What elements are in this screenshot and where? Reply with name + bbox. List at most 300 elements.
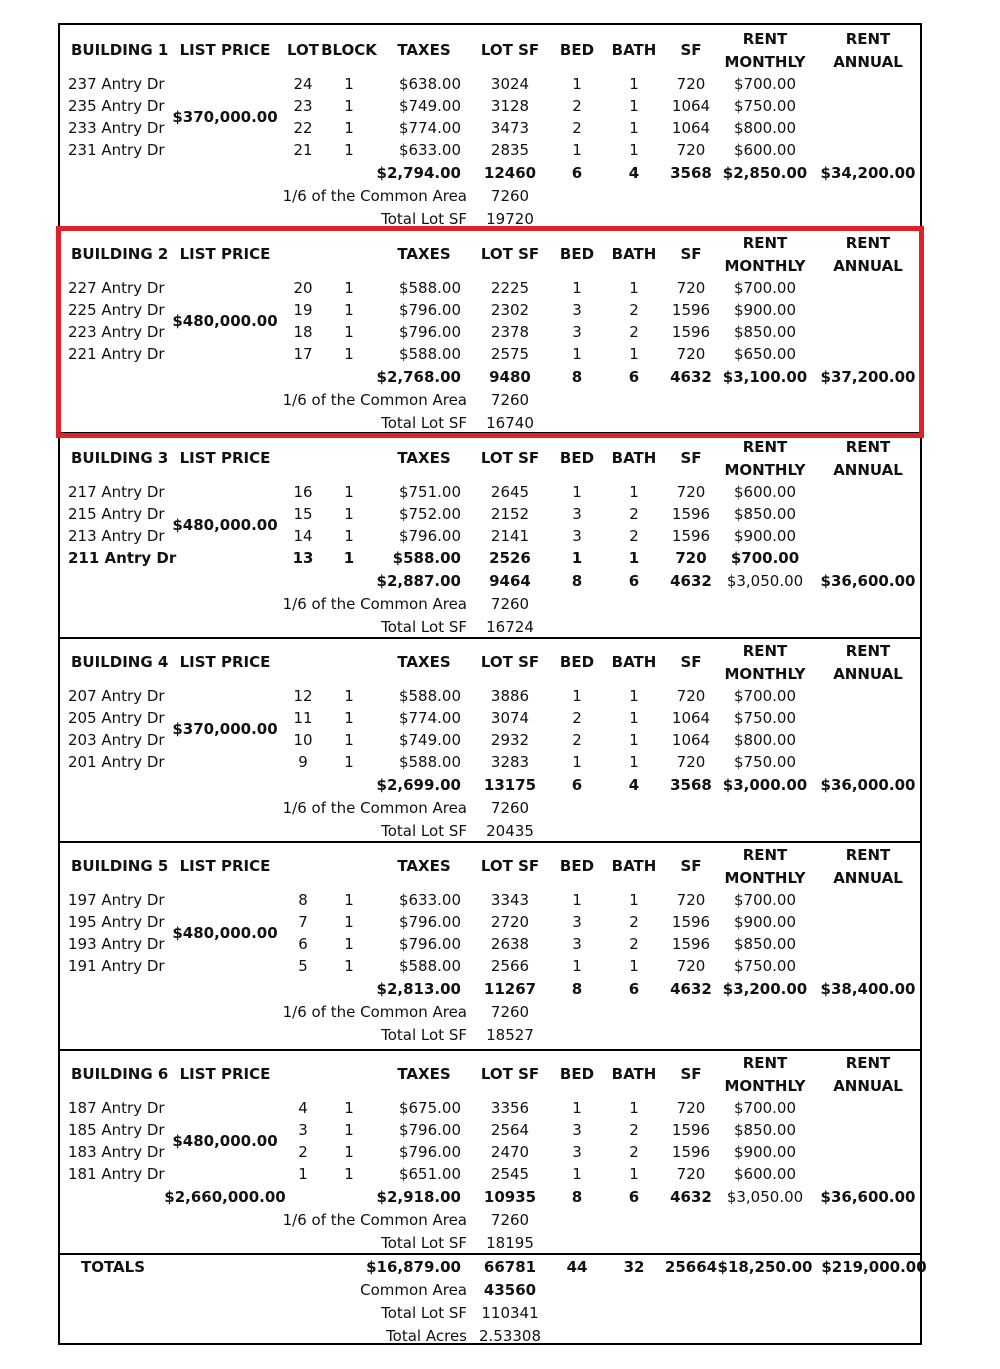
section-divider (60, 432, 920, 434)
unit-address: 223 Antry Dr (68, 323, 165, 341)
unit-sf: 720 (676, 687, 706, 705)
unit-lot: 4 (298, 1099, 308, 1117)
header-rent-annual-line2: ANNUAL (833, 1077, 903, 1095)
building-list-price: $370,000.00 (172, 720, 278, 738)
unit-block: 1 (344, 119, 354, 137)
building-list-price: $480,000.00 (172, 924, 278, 942)
unit-address: 191 Antry Dr (68, 957, 165, 975)
header-rent-monthly-line2: MONTHLY (724, 257, 806, 275)
total-lot-sf-label: Total Lot SF (381, 210, 467, 228)
unit-lot-sf: 3356 (490, 1099, 530, 1117)
totals-rent-annual: $219,000.00 (821, 1258, 927, 1276)
header-list-price: LIST PRICE (179, 449, 271, 467)
subtotal-taxes: $2,887.00 (376, 572, 461, 590)
unit-address: 201 Antry Dr (68, 753, 165, 771)
unit-lot-sf: 2545 (490, 1165, 530, 1183)
subtotal-rent-annual: $37,200.00 (820, 368, 916, 386)
unit-bed: 1 (572, 279, 582, 297)
unit-lot-sf: 3024 (490, 75, 530, 93)
header-bath: BATH (611, 41, 657, 59)
unit-address: 183 Antry Dr (68, 1143, 165, 1161)
section-divider (60, 228, 920, 230)
totals-common-area-label: Common Area (360, 1281, 467, 1299)
header-lot-sf: LOT SF (480, 1065, 540, 1083)
unit-rent-monthly: $850.00 (733, 323, 797, 341)
common-area-share-value: 7260 (490, 799, 530, 817)
unit-address: 233 Antry Dr (68, 119, 165, 137)
unit-address: 215 Antry Dr (68, 505, 165, 523)
subtotal-lot-sf: 12460 (483, 164, 537, 182)
subtotal-bath: 6 (628, 1188, 640, 1206)
unit-sf: 1596 (671, 913, 711, 931)
unit-sf: 720 (676, 1099, 706, 1117)
common-area-share-value: 7260 (490, 1003, 530, 1021)
unit-lot: 6 (298, 935, 308, 953)
unit-taxes: $588.00 (398, 687, 461, 705)
subtotal-bed: 8 (571, 572, 583, 590)
unit-taxes: $796.00 (398, 527, 461, 545)
unit-bed: 3 (572, 505, 582, 523)
unit-bed: 3 (572, 1143, 582, 1161)
unit-rent-monthly: $600.00 (733, 483, 797, 501)
common-area-share-label: 1/6 of the Common Area (282, 595, 467, 613)
total-lot-sf-label: Total Lot SF (381, 618, 467, 636)
header-rent-monthly-line1: RENT (742, 234, 788, 252)
subtotal-bed: 8 (571, 1188, 583, 1206)
unit-rent-monthly: $700.00 (733, 1099, 797, 1117)
unit-taxes: $651.00 (398, 1165, 461, 1183)
unit-address: 197 Antry Dr (68, 891, 165, 909)
unit-rent-monthly: $850.00 (733, 935, 797, 953)
unit-rent-monthly: $700.00 (733, 279, 797, 297)
header-rent-annual-line1: RENT (845, 438, 891, 456)
header-lot-sf: LOT SF (480, 857, 540, 875)
header-lot-sf: LOT SF (480, 245, 540, 263)
subtotal-lot-sf: 13175 (483, 776, 537, 794)
unit-taxes: $588.00 (398, 753, 461, 771)
total-lot-sf-label: Total Lot SF (381, 822, 467, 840)
subtotal-taxes: $2,699.00 (376, 776, 461, 794)
unit-block: 1 (344, 957, 354, 975)
header-rent-monthly-line2: MONTHLY (724, 53, 806, 71)
unit-sf: 720 (676, 483, 706, 501)
unit-lot-sf: 3473 (490, 119, 530, 137)
unit-bed: 2 (572, 709, 582, 727)
totals-total-lot-sf-label: Total Lot SF (381, 1304, 467, 1322)
header-list-price: LIST PRICE (179, 1065, 271, 1083)
unit-lot: 22 (293, 119, 313, 137)
totals-bath: 32 (623, 1258, 645, 1276)
building-list-price: $480,000.00 (172, 312, 278, 330)
unit-lot: 14 (293, 527, 313, 545)
unit-lot: 16 (293, 483, 313, 501)
header-lot: LOT (286, 41, 320, 59)
unit-address: 193 Antry Dr (68, 935, 165, 953)
unit-taxes: $752.00 (398, 505, 461, 523)
unit-lot-sf: 2225 (490, 279, 530, 297)
unit-bed: 3 (572, 323, 582, 341)
total-lot-sf-value: 16724 (486, 618, 534, 636)
unit-rent-monthly: $750.00 (733, 97, 797, 115)
header-block: BLOCK (321, 41, 377, 59)
unit-sf: 1596 (671, 1121, 711, 1139)
unit-bed: 3 (572, 301, 582, 319)
unit-bath: 1 (629, 75, 639, 93)
common-area-share-value: 7260 (490, 187, 530, 205)
unit-lot: 20 (293, 279, 313, 297)
unit-address: 185 Antry Dr (68, 1121, 165, 1139)
unit-block: 1 (344, 935, 354, 953)
total-lot-sf-value: 20435 (486, 822, 534, 840)
section-divider (60, 1253, 920, 1255)
header-bath: BATH (611, 449, 657, 467)
unit-bed: 2 (572, 119, 582, 137)
building-title: BUILDING 1 (71, 41, 169, 59)
unit-taxes: $774.00 (398, 709, 461, 727)
subtotal-sf: 4632 (670, 980, 712, 998)
unit-lot: 11 (293, 709, 313, 727)
unit-rent-monthly: $750.00 (733, 957, 797, 975)
unit-bed: 3 (572, 1121, 582, 1139)
unit-taxes: $749.00 (398, 97, 461, 115)
unit-taxes: $633.00 (398, 891, 461, 909)
unit-taxes: $588.00 (392, 549, 461, 567)
unit-sf: 1596 (671, 1143, 711, 1161)
building-title: BUILDING 4 (71, 653, 169, 671)
unit-rent-monthly: $600.00 (733, 1165, 797, 1183)
subtotal-rent-annual: $36,600.00 (820, 1188, 916, 1206)
unit-bed: 1 (572, 891, 582, 909)
subtotal-lot-sf: 11267 (483, 980, 537, 998)
totals-total-acres-label: Total Acres (386, 1327, 467, 1345)
unit-lot-sf: 3074 (490, 709, 530, 727)
unit-address: 207 Antry Dr (68, 687, 165, 705)
totals-label: TOTALS (80, 1258, 146, 1276)
unit-lot-sf: 2378 (490, 323, 530, 341)
unit-block: 1 (344, 301, 354, 319)
header-rent-monthly-line2: MONTHLY (724, 1077, 806, 1095)
unit-taxes: $774.00 (398, 119, 461, 137)
unit-taxes: $796.00 (398, 913, 461, 931)
building-list-price: $480,000.00 (172, 1132, 278, 1150)
unit-bed: 1 (571, 549, 583, 567)
unit-sf: 720 (675, 549, 707, 567)
subtotal-sf: 3568 (670, 776, 712, 794)
header-taxes: TAXES (397, 1065, 451, 1083)
unit-sf: 720 (676, 891, 706, 909)
header-rent-monthly-line2: MONTHLY (724, 461, 806, 479)
total-lot-sf-label: Total Lot SF (381, 1234, 467, 1252)
unit-address: 221 Antry Dr (68, 345, 165, 363)
common-area-share-label: 1/6 of the Common Area (282, 799, 467, 817)
unit-block: 1 (344, 687, 354, 705)
totals-total-lot-sf: 110341 (481, 1304, 539, 1322)
unit-block: 1 (344, 483, 354, 501)
unit-sf: 1064 (671, 97, 711, 115)
unit-block: 1 (344, 1099, 354, 1117)
subtotal-list-price: $2,660,000.00 (164, 1188, 286, 1206)
header-taxes: TAXES (397, 449, 451, 467)
header-rent-annual-line2: ANNUAL (833, 461, 903, 479)
header-rent-annual-line1: RENT (845, 234, 891, 252)
unit-lot-sf: 2932 (490, 731, 530, 749)
unit-bed: 1 (572, 141, 582, 159)
unit-address: 203 Antry Dr (68, 731, 165, 749)
unit-lot-sf: 2302 (490, 301, 530, 319)
subtotal-sf: 4632 (670, 368, 712, 386)
unit-sf: 720 (676, 141, 706, 159)
header-sf: SF (680, 1065, 702, 1083)
header-sf: SF (680, 857, 702, 875)
totals-rent-monthly: $18,250.00 (717, 1258, 813, 1276)
building-title: BUILDING 2 (71, 245, 169, 263)
common-area-share-value: 7260 (490, 595, 530, 613)
unit-lot: 19 (293, 301, 313, 319)
building-list-price: $370,000.00 (172, 108, 278, 126)
header-list-price: LIST PRICE (179, 245, 271, 263)
subtotal-bed: 6 (571, 776, 583, 794)
subtotal-sf: 3568 (670, 164, 712, 182)
unit-rent-monthly: $900.00 (733, 527, 797, 545)
unit-taxes: $633.00 (398, 141, 461, 159)
header-bath: BATH (611, 245, 657, 263)
unit-bed: 1 (572, 753, 582, 771)
unit-block: 1 (344, 1121, 354, 1139)
header-taxes: TAXES (397, 857, 451, 875)
unit-lot-sf: 3128 (490, 97, 530, 115)
section-divider (60, 841, 920, 843)
header-bed: BED (559, 653, 595, 671)
unit-address: 181 Antry Dr (68, 1165, 165, 1183)
unit-bath: 2 (629, 505, 639, 523)
unit-bath: 1 (629, 687, 639, 705)
common-area-share-value: 7260 (490, 391, 530, 409)
unit-bath: 1 (629, 891, 639, 909)
unit-lot-sf: 2575 (490, 345, 530, 363)
subtotal-rent-monthly: $3,100.00 (722, 368, 808, 386)
unit-rent-monthly: $650.00 (733, 345, 797, 363)
unit-taxes: $638.00 (398, 75, 461, 93)
unit-bath: 1 (629, 119, 639, 137)
header-rent-monthly-line1: RENT (742, 438, 788, 456)
unit-block: 1 (344, 141, 354, 159)
header-sf: SF (680, 653, 702, 671)
unit-bed: 3 (572, 527, 582, 545)
header-rent-annual-line1: RENT (845, 846, 891, 864)
header-rent-monthly-line1: RENT (742, 846, 788, 864)
subtotal-rent-monthly: $3,050.00 (726, 572, 804, 590)
subtotal-bed: 6 (571, 164, 583, 182)
unit-lot: 17 (293, 345, 313, 363)
unit-rent-monthly: $600.00 (733, 141, 797, 159)
subtotal-lot-sf: 9480 (489, 368, 531, 386)
unit-bath: 1 (629, 483, 639, 501)
section-divider (60, 637, 920, 639)
unit-bath: 1 (629, 731, 639, 749)
unit-block: 1 (344, 279, 354, 297)
unit-lot: 18 (293, 323, 313, 341)
unit-sf: 720 (676, 753, 706, 771)
unit-taxes: $588.00 (398, 279, 461, 297)
unit-bath: 1 (628, 549, 640, 567)
unit-address: 195 Antry Dr (68, 913, 165, 931)
unit-bed: 3 (572, 935, 582, 953)
unit-address: 213 Antry Dr (68, 527, 165, 545)
header-bed: BED (559, 1065, 595, 1083)
unit-sf: 720 (676, 345, 706, 363)
unit-block: 1 (344, 97, 354, 115)
unit-lot: 24 (293, 75, 313, 93)
header-rent-monthly-line2: MONTHLY (724, 665, 806, 683)
header-taxes: TAXES (397, 41, 451, 59)
unit-block: 1 (344, 709, 354, 727)
header-bed: BED (559, 41, 595, 59)
unit-lot-sf: 3886 (490, 687, 530, 705)
subtotal-rent-monthly: $3,200.00 (722, 980, 808, 998)
unit-lot: 5 (298, 957, 308, 975)
header-list-price: LIST PRICE (179, 41, 271, 59)
unit-block: 1 (344, 505, 354, 523)
common-area-share-label: 1/6 of the Common Area (282, 1211, 467, 1229)
unit-lot: 15 (293, 505, 313, 523)
unit-block: 1 (344, 753, 354, 771)
unit-sf: 720 (676, 279, 706, 297)
unit-rent-monthly: $850.00 (733, 505, 797, 523)
subtotal-rent-monthly: $2,850.00 (722, 164, 808, 182)
unit-lot: 3 (298, 1121, 308, 1139)
subtotal-lot-sf: 9464 (489, 572, 531, 590)
subtotal-taxes: $2,813.00 (376, 980, 461, 998)
header-lot-sf: LOT SF (480, 653, 540, 671)
total-lot-sf-value: 18195 (486, 1234, 534, 1252)
unit-bath: 2 (629, 1143, 639, 1161)
header-sf: SF (680, 41, 702, 59)
unit-bath: 1 (629, 753, 639, 771)
unit-block: 1 (343, 549, 355, 567)
unit-lot-sf: 2566 (490, 957, 530, 975)
unit-bed: 1 (572, 957, 582, 975)
unit-lot-sf: 3343 (490, 891, 530, 909)
unit-lot: 23 (293, 97, 313, 115)
subtotal-rent-annual: $36,000.00 (820, 776, 916, 794)
header-bed: BED (559, 245, 595, 263)
unit-lot: 7 (298, 913, 308, 931)
unit-rent-monthly: $900.00 (733, 1143, 797, 1161)
header-bed: BED (559, 449, 595, 467)
header-rent-monthly-line1: RENT (742, 1054, 788, 1072)
unit-bed: 1 (572, 483, 582, 501)
unit-bath: 1 (629, 345, 639, 363)
header-rent-monthly-line1: RENT (742, 30, 788, 48)
unit-block: 1 (344, 345, 354, 363)
unit-bath: 2 (629, 1121, 639, 1139)
unit-lot: 13 (292, 549, 314, 567)
unit-lot: 8 (298, 891, 308, 909)
total-lot-sf-value: 18527 (486, 1026, 534, 1044)
subtotal-bed: 8 (571, 368, 583, 386)
subtotal-rent-monthly: $3,050.00 (726, 1188, 804, 1206)
unit-sf: 1596 (671, 323, 711, 341)
unit-sf: 720 (676, 1165, 706, 1183)
common-area-share-label: 1/6 of the Common Area (282, 1003, 467, 1021)
unit-lot: 12 (293, 687, 313, 705)
unit-bed: 1 (572, 345, 582, 363)
unit-block: 1 (344, 913, 354, 931)
unit-address: 225 Antry Dr (68, 301, 165, 319)
unit-bed: 1 (572, 687, 582, 705)
subtotal-taxes: $2,794.00 (376, 164, 461, 182)
unit-taxes: $749.00 (398, 731, 461, 749)
unit-bed: 1 (572, 75, 582, 93)
unit-rent-monthly: $700.00 (730, 549, 800, 567)
unit-bath: 1 (629, 279, 639, 297)
header-rent-annual-line1: RENT (845, 1054, 891, 1072)
header-lot-sf: LOT SF (480, 449, 540, 467)
header-lot-sf: LOT SF (480, 41, 540, 59)
total-lot-sf-label: Total Lot SF (381, 1026, 467, 1044)
totals-total-acres: 2.53308 (478, 1327, 542, 1345)
unit-lot: 9 (298, 753, 308, 771)
unit-lot-sf: 2645 (490, 483, 530, 501)
unit-taxes: $796.00 (398, 935, 461, 953)
unit-rent-monthly: $750.00 (733, 709, 797, 727)
building-title: BUILDING 3 (71, 449, 169, 467)
header-taxes: TAXES (397, 245, 451, 263)
subtotal-rent-monthly: $3,000.00 (722, 776, 808, 794)
header-list-price: LIST PRICE (179, 857, 271, 875)
total-lot-sf-label: Total Lot SF (381, 414, 467, 432)
unit-rent-monthly: $900.00 (733, 301, 797, 319)
unit-rent-monthly: $800.00 (733, 731, 797, 749)
header-rent-annual-line2: ANNUAL (833, 53, 903, 71)
common-area-share-value: 7260 (490, 1211, 530, 1229)
unit-sf: 1596 (671, 505, 711, 523)
unit-bath: 2 (629, 913, 639, 931)
subtotal-bath: 6 (628, 368, 640, 386)
unit-address: 217 Antry Dr (68, 483, 165, 501)
header-bath: BATH (611, 1065, 657, 1083)
unit-bath: 2 (629, 935, 639, 953)
subtotal-rent-annual: $36,600.00 (820, 572, 916, 590)
unit-lot-sf: 2720 (490, 913, 530, 931)
header-sf: SF (680, 449, 702, 467)
unit-sf: 1596 (671, 527, 711, 545)
unit-taxes: $796.00 (398, 1143, 461, 1161)
subtotal-taxes: $2,918.00 (376, 1188, 461, 1206)
unit-lot-sf: 2470 (490, 1143, 530, 1161)
unit-lot: 2 (298, 1143, 308, 1161)
unit-taxes: $796.00 (398, 301, 461, 319)
unit-sf: 1596 (671, 301, 711, 319)
building-title: BUILDING 6 (71, 1065, 169, 1083)
unit-bath: 1 (629, 1165, 639, 1183)
unit-bath: 1 (629, 957, 639, 975)
header-bath: BATH (611, 653, 657, 671)
subtotal-bath: 6 (628, 980, 640, 998)
header-rent-annual-line1: RENT (845, 642, 891, 660)
unit-rent-monthly: $900.00 (733, 913, 797, 931)
unit-taxes: $796.00 (398, 323, 461, 341)
unit-rent-monthly: $800.00 (733, 119, 797, 137)
unit-block: 1 (344, 75, 354, 93)
header-bed: BED (559, 857, 595, 875)
unit-lot-sf: 3283 (490, 753, 530, 771)
unit-lot-sf: 2526 (489, 549, 531, 567)
unit-bath: 1 (629, 1099, 639, 1117)
unit-bed: 2 (572, 731, 582, 749)
subtotal-bed: 8 (571, 980, 583, 998)
subtotal-bath: 4 (628, 164, 640, 182)
